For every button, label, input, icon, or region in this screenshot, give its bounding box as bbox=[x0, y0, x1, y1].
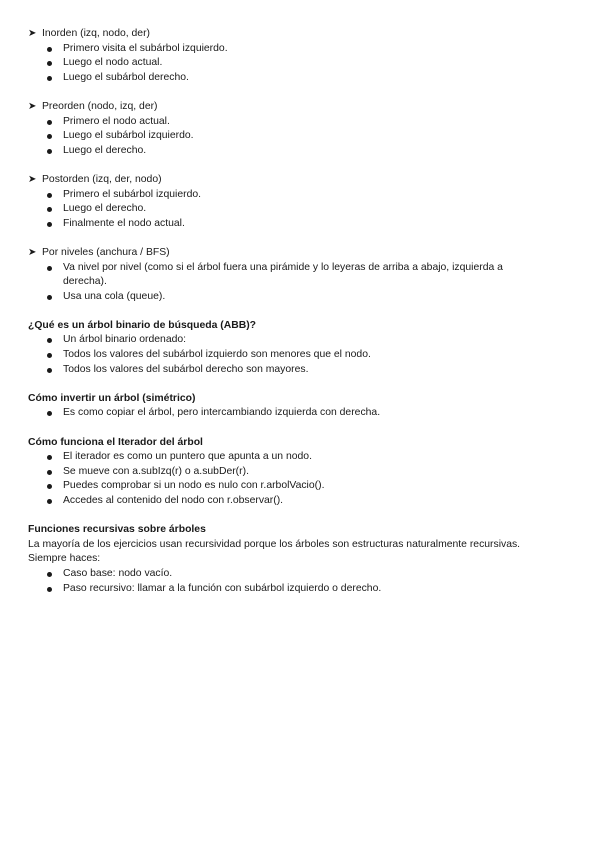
traversal-list bbox=[28, 42, 528, 86]
recursive-list bbox=[28, 567, 528, 596]
list-item: Todos los valores del subárbol derecho son mayores. bbox=[28, 363, 528, 378]
list-item: Finalmente el nodo actual. bbox=[28, 217, 528, 232]
recursive-section bbox=[28, 523, 528, 596]
list-item: Primero el subárbol izquierdo. bbox=[28, 188, 528, 203]
arrow-bullet-icon: ➤ bbox=[28, 246, 37, 258]
abb-section bbox=[28, 319, 528, 377]
iterator-section bbox=[28, 436, 528, 509]
list-item: Es como copiar el árbol, pero intercambiando izquierda con derecha. bbox=[28, 406, 528, 421]
section-heading: Funciones recursivas sobre árboles bbox=[28, 524, 206, 536]
iterator-list bbox=[28, 450, 528, 508]
list-item: Primero visita el subárbol izquierdo. bbox=[28, 42, 528, 57]
list-item: Accedes al contenido del nodo con r.observar(). bbox=[28, 494, 528, 509]
traversal-postorden bbox=[28, 173, 528, 231]
document-content bbox=[28, 27, 528, 596]
arrow-bullet-icon: ➤ bbox=[28, 173, 37, 185]
section-heading: Cómo invertir un árbol (simétrico) bbox=[28, 392, 196, 404]
traversal-title: Inorden (izq, nodo, der) bbox=[42, 28, 151, 39]
traversal-list bbox=[28, 261, 528, 305]
list-item: Se mueve con a.subIzq(r) o a.subDer(r). bbox=[28, 465, 528, 480]
list-item: Luego el nodo actual. bbox=[28, 56, 528, 71]
traversal-title: Postorden (izq, der, nodo) bbox=[42, 173, 162, 185]
list-item: Primero el nodo actual. bbox=[28, 115, 528, 130]
list-item: Luego el subárbol derecho. bbox=[28, 71, 528, 86]
list-item: Luego el subárbol izquierdo. bbox=[28, 129, 528, 144]
invert-section bbox=[28, 392, 528, 421]
traversal-niveles bbox=[28, 246, 528, 304]
traversal-title: Preorden (nodo, izq, der) bbox=[42, 100, 158, 112]
traversal-preorden bbox=[28, 100, 528, 158]
subtitle: Siempre haces: bbox=[28, 553, 101, 565]
arrow-bullet-icon: ➤ bbox=[28, 100, 37, 112]
traversal-list bbox=[28, 188, 528, 232]
list-item: Luego el derecho. bbox=[28, 144, 528, 159]
section-heading: Cómo funciona el Iterador del árbol bbox=[28, 436, 203, 448]
paragraph: La mayoría de los ejercicios usan recursividad porque los árboles son estructuras naturalmente recursivas. bbox=[28, 538, 521, 550]
list-item: Puedes comprobar si un nodo es nulo con r.arbolVacio(). bbox=[28, 479, 528, 494]
list-item: Un árbol binario ordenado: bbox=[28, 333, 528, 348]
invert-list bbox=[28, 406, 528, 421]
traversal-list bbox=[28, 115, 528, 159]
abb-list bbox=[28, 333, 528, 377]
traversal-inorden bbox=[28, 27, 528, 85]
list-item: El iterador es como un puntero que apunta a un nodo. bbox=[28, 450, 528, 465]
arrow-bullet-icon: ➤ bbox=[28, 28, 37, 39]
list-item: Usa una cola (queue). bbox=[28, 290, 528, 305]
list-item: Todos los valores del subárbol izquierdo son menores que el nodo. bbox=[28, 348, 528, 363]
traversal-title: Por niveles (anchura / BFS) bbox=[42, 246, 170, 258]
list-item: Caso base: nodo vacío. bbox=[28, 567, 528, 582]
list-item: Paso recursivo: llamar a la función con subárbol izquierdo o derecho. bbox=[28, 582, 528, 597]
list-item: Luego el derecho. bbox=[28, 202, 528, 217]
section-heading: ¿Qué es un árbol binario de búsqueda (ABB)? bbox=[28, 319, 257, 331]
list-item: Va nivel por nivel (como si el árbol fuera una pirámide y lo leyeras de arriba a abajo, izquierda a derecha). bbox=[28, 261, 528, 290]
